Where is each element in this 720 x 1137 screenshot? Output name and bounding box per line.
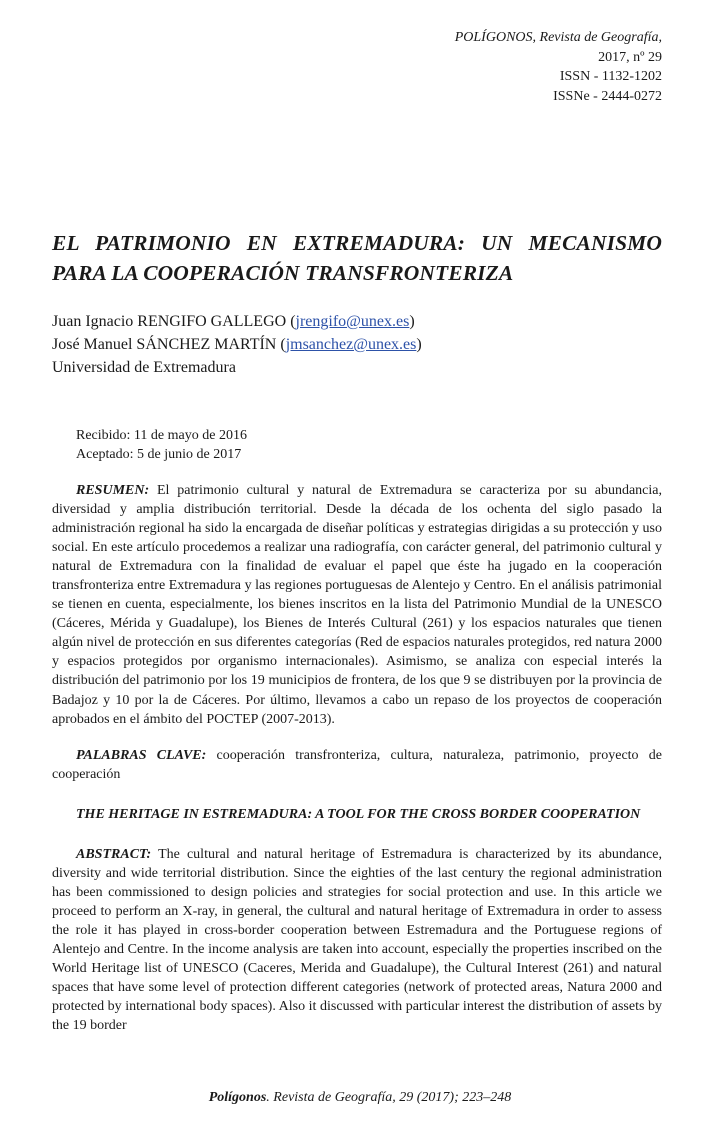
received-date: Recibido: 11 de mayo de 2016 — [76, 428, 247, 443]
journal-issn: ISSN - 1132-1202 — [559, 69, 662, 84]
author-2: José Manuel SÁNCHEZ MARTÍN (jmsanchez@unex.es) — [52, 336, 422, 353]
affiliation: Universidad de Extremadura — [52, 359, 236, 376]
abstract-label: ABSTRACT: — [76, 847, 152, 862]
author-1-email-link[interactable]: jrengifo@unex.es — [295, 313, 410, 330]
journal-header — [455, 28, 662, 106]
article-title: EL PATRIMONIO EN EXTREMADURA: UN MECANISMO PARA LA COOPERACIÓN TRANSFRONTERIZA — [52, 231, 662, 285]
abstract-paragraph — [52, 845, 662, 1035]
keywords-text: cooperación transfronteriza, cultura, naturaleza, patrimonio, proyecto de cooperación — [52, 748, 662, 783]
english-title: THE HERITAGE IN ESTREMADURA: A TOOL FOR THE CROSS BORDER COOPERATION — [76, 807, 641, 822]
page-footer — [0, 1090, 720, 1106]
resumen-paragraph — [52, 481, 662, 729]
journal-name: POLÍGONOS, Revista de Geografía, — [454, 30, 662, 45]
author-2-email-link[interactable]: jmsanchez@unex.es — [285, 336, 417, 353]
keywords-label: PALABRAS CLAVE: — [76, 748, 207, 763]
keywords-paragraph — [52, 746, 662, 784]
footer-journal: Polígonos — [208, 1090, 267, 1105]
resumen-label: RESUMEN: — [76, 483, 150, 498]
author-2-name: José Manuel SÁNCHEZ MARTÍN — [52, 336, 277, 353]
journal-issue: 2017, nº 29 — [598, 49, 662, 65]
resumen-text: El patrimonio cultural y natural de Extremadura se caracteriza por su abundancia, diversidad y amplia distribución territorial. Desde la década de los ochenta del siglo pasado la administración regional ha sido la encargada de diseñar políticas y estrategias dirigidas a su protección y uso social. En este artículo procedemos a realizar una radiografía, con carácter general, del patrimonio cultural y natural de Extremadura con la finalidad de evaluar el papel que éste ha jugado en la cooperación transfronteriza entre Extremadura y las regiones portuguesas de Alentejo y Centro. En el análisis patrimonial se tienen en cuenta, especialmente, los bienes inscritos en la lista del Patrimonio Mundial de la UNESCO (Cáceres, Mérida y Guadalupe), los Bienes de Interés Cultural (261) y los espacios naturales que tienen algún nivel de protección en sus diferentes categorías (Red de espacios naturales protegidos, red natura 2000 y espacios protegidos por organismo internacionales). Asimismo, se analiza con especial interés la distribución del patrimonio por los 19 municipios de frontera, de los que 9 se distribuyen por la provincia de Badajoz y 10 por la de Cáceres. Por último, llevamos a cabo un repaso de los proyectos de cooperación aprobados en el ámbito del POCTEP (2007-2013). — [52, 483, 662, 727]
journal-issne: ISSNe - 2444-0272 — [553, 88, 662, 104]
abstract-text: The cultural and natural heritage of Estremadura is characterized by its abundance, diversity and wide territorial distribution. Since the eighties of the last century the regional administration has been commissioned to design policies and strategies for social protection and use. In this article we proceed to perform an X-ray, in general, the cultural and natural heritage of Extremadura in order to assess the role it has played in cross-border cooperation between Estremadura and the Portuguese regions of Alentejo and Centre. In the income analysis are taken into account, especially the properties inscribed on the World Heritage list of UNESCO (Caceres, Merida and Guadalupe), the Cultural Interest (261) and natural spaces that have some level of protection different categories (network of protected areas, Natura 2000 and protected by international body spaces). Also it discussed with particular interest the distribution of assets by the 19 border — [52, 847, 663, 1034]
author-list — [52, 310, 422, 379]
footer-citation: . Revista de Geografía, 29 (2017); 223–248 — [266, 1090, 512, 1105]
submission-dates — [76, 426, 247, 464]
author-1: Juan Ignacio RENGIFO GALLEGO (jrengifo@unex.es) — [52, 313, 415, 330]
author-1-name: Juan Ignacio RENGIFO GALLEGO — [52, 313, 287, 330]
accepted-date: Aceptado: 5 de junio de 2017 — [76, 447, 242, 462]
